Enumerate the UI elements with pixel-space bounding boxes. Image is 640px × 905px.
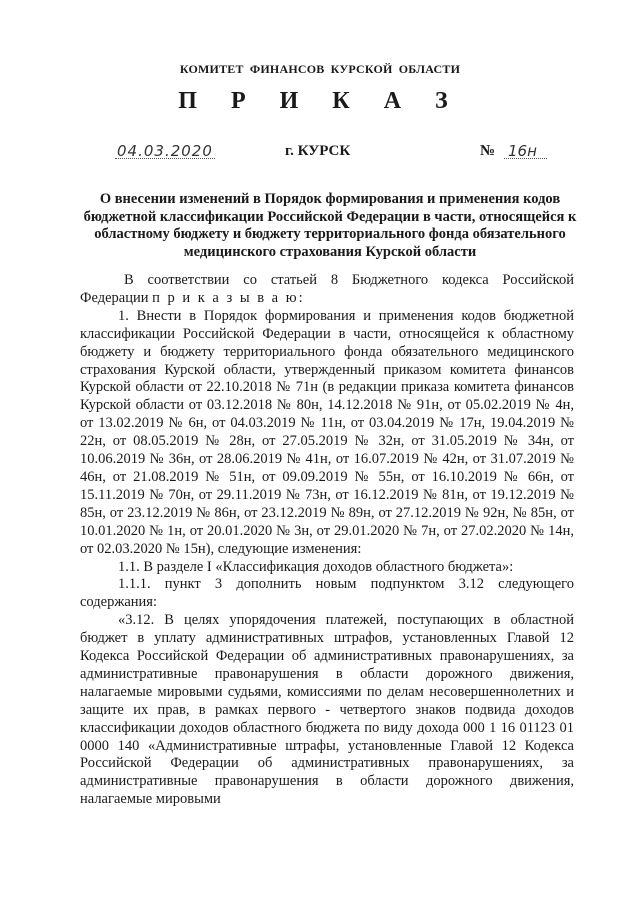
document-number: 16н <box>508 142 537 160</box>
preamble-text: В соответствии со статьей 8 Бюджетного кодекса Российской Федерации <box>80 272 574 306</box>
preamble <box>80 272 574 308</box>
document-title: П Р И К А З <box>178 88 462 114</box>
quote-3-12: «3.12. В целях упорядочения платежей, поступающих в областной бюджет в уплату административных штрафов, установленных Главой 12 Кодекса Российской Федерации об административных правонарушениях, за административные правонарушения в области дорожного движения, налагаемые мировыми судьями, комиссиями по делам несовершеннолетних и защите их прав, в рамках первого - четвертого знаков подвида доходов классификации доходов областного бюджета по виду дохода 000 1 16 01123 01 0000 140 «Административные штрафы, установленные Главой 12 Кодекса Российской Федерации об административных правонарушениях, за административные правонарушения в области дорожного движения, налагаемые мировыми <box>80 612 574 808</box>
document-city: г. КУРСК <box>285 143 351 159</box>
item-1-1-1: 1.1.1. пункт 3 дополнить новым подпунктом 3.12 следующего содержания: <box>80 576 574 611</box>
organization-name: КОМИТЕТ ФИНАНСОВ КУРСКОЙ ОБЛАСТИ <box>179 62 461 76</box>
item-1-1: 1.1. В разделе I «Классификация доходов областного бюджета»: <box>118 558 514 575</box>
document-number-label: № <box>480 143 496 159</box>
document-subject: О внесении изменений в Порядок формирования и применения кодов бюджетной классификации Российской Федерации в части, относящейся к областному бюджету и бюджету территориального фонда обязательного медицинского страхования Курской области <box>83 191 577 260</box>
document-date: 04.03.2020 <box>117 142 213 160</box>
document-body <box>80 272 574 809</box>
preamble-order: п р и к а з ы в а ю: <box>152 289 305 306</box>
item-1: 1. Внести в Порядок формирования и применения кодов бюджетной классификации Российской Федерации в части, относящейся к областному бюджету и бюджету территориального фонда обязательного медицинского страхования Курской области, утвержденный приказом комитета финансов Курской области от 22.10.2018 № 71н (в редакции приказа комитета финансов Курской области от 03.12.2018 № 80н, 14.12.2018 № 91н, от 05.02.2019 № 4н, от 13.02.2019 № 6н, от 04.03.2019 № 11н, от 03.04.2019 № 17н, 19.04.2019 № 22н, от 08.05.2019 № 28н, от 27.05.2019 № 32н, от 31.05.2019 № 34н, от 10.06.2019 № 36н, от 28.06.2019 № 41н, от 16.07.2019 № 42н, от 31.07.2019 № 46н, от 21.08.2019 № 51н, от 09.09.2019 № 55н, от 16.10.2019 № 66н, от 15.11.2019 № 70н, от 29.11.2019 № 73н, от 16.12.2019 № 81н, от 19.12.2019 № 85н, от 23.12.2019 № 86н, от 23.12.2019 № 89н, от 27.12.2019 № 92н, № 85н, от 10.01.2020 № 1н, от 20.01.2020 № 3н, от 29.01.2020 № 7н, от 27.02.2020 № 14н, от 02.03.2020 № 15н), следующие изменения: <box>80 307 574 557</box>
